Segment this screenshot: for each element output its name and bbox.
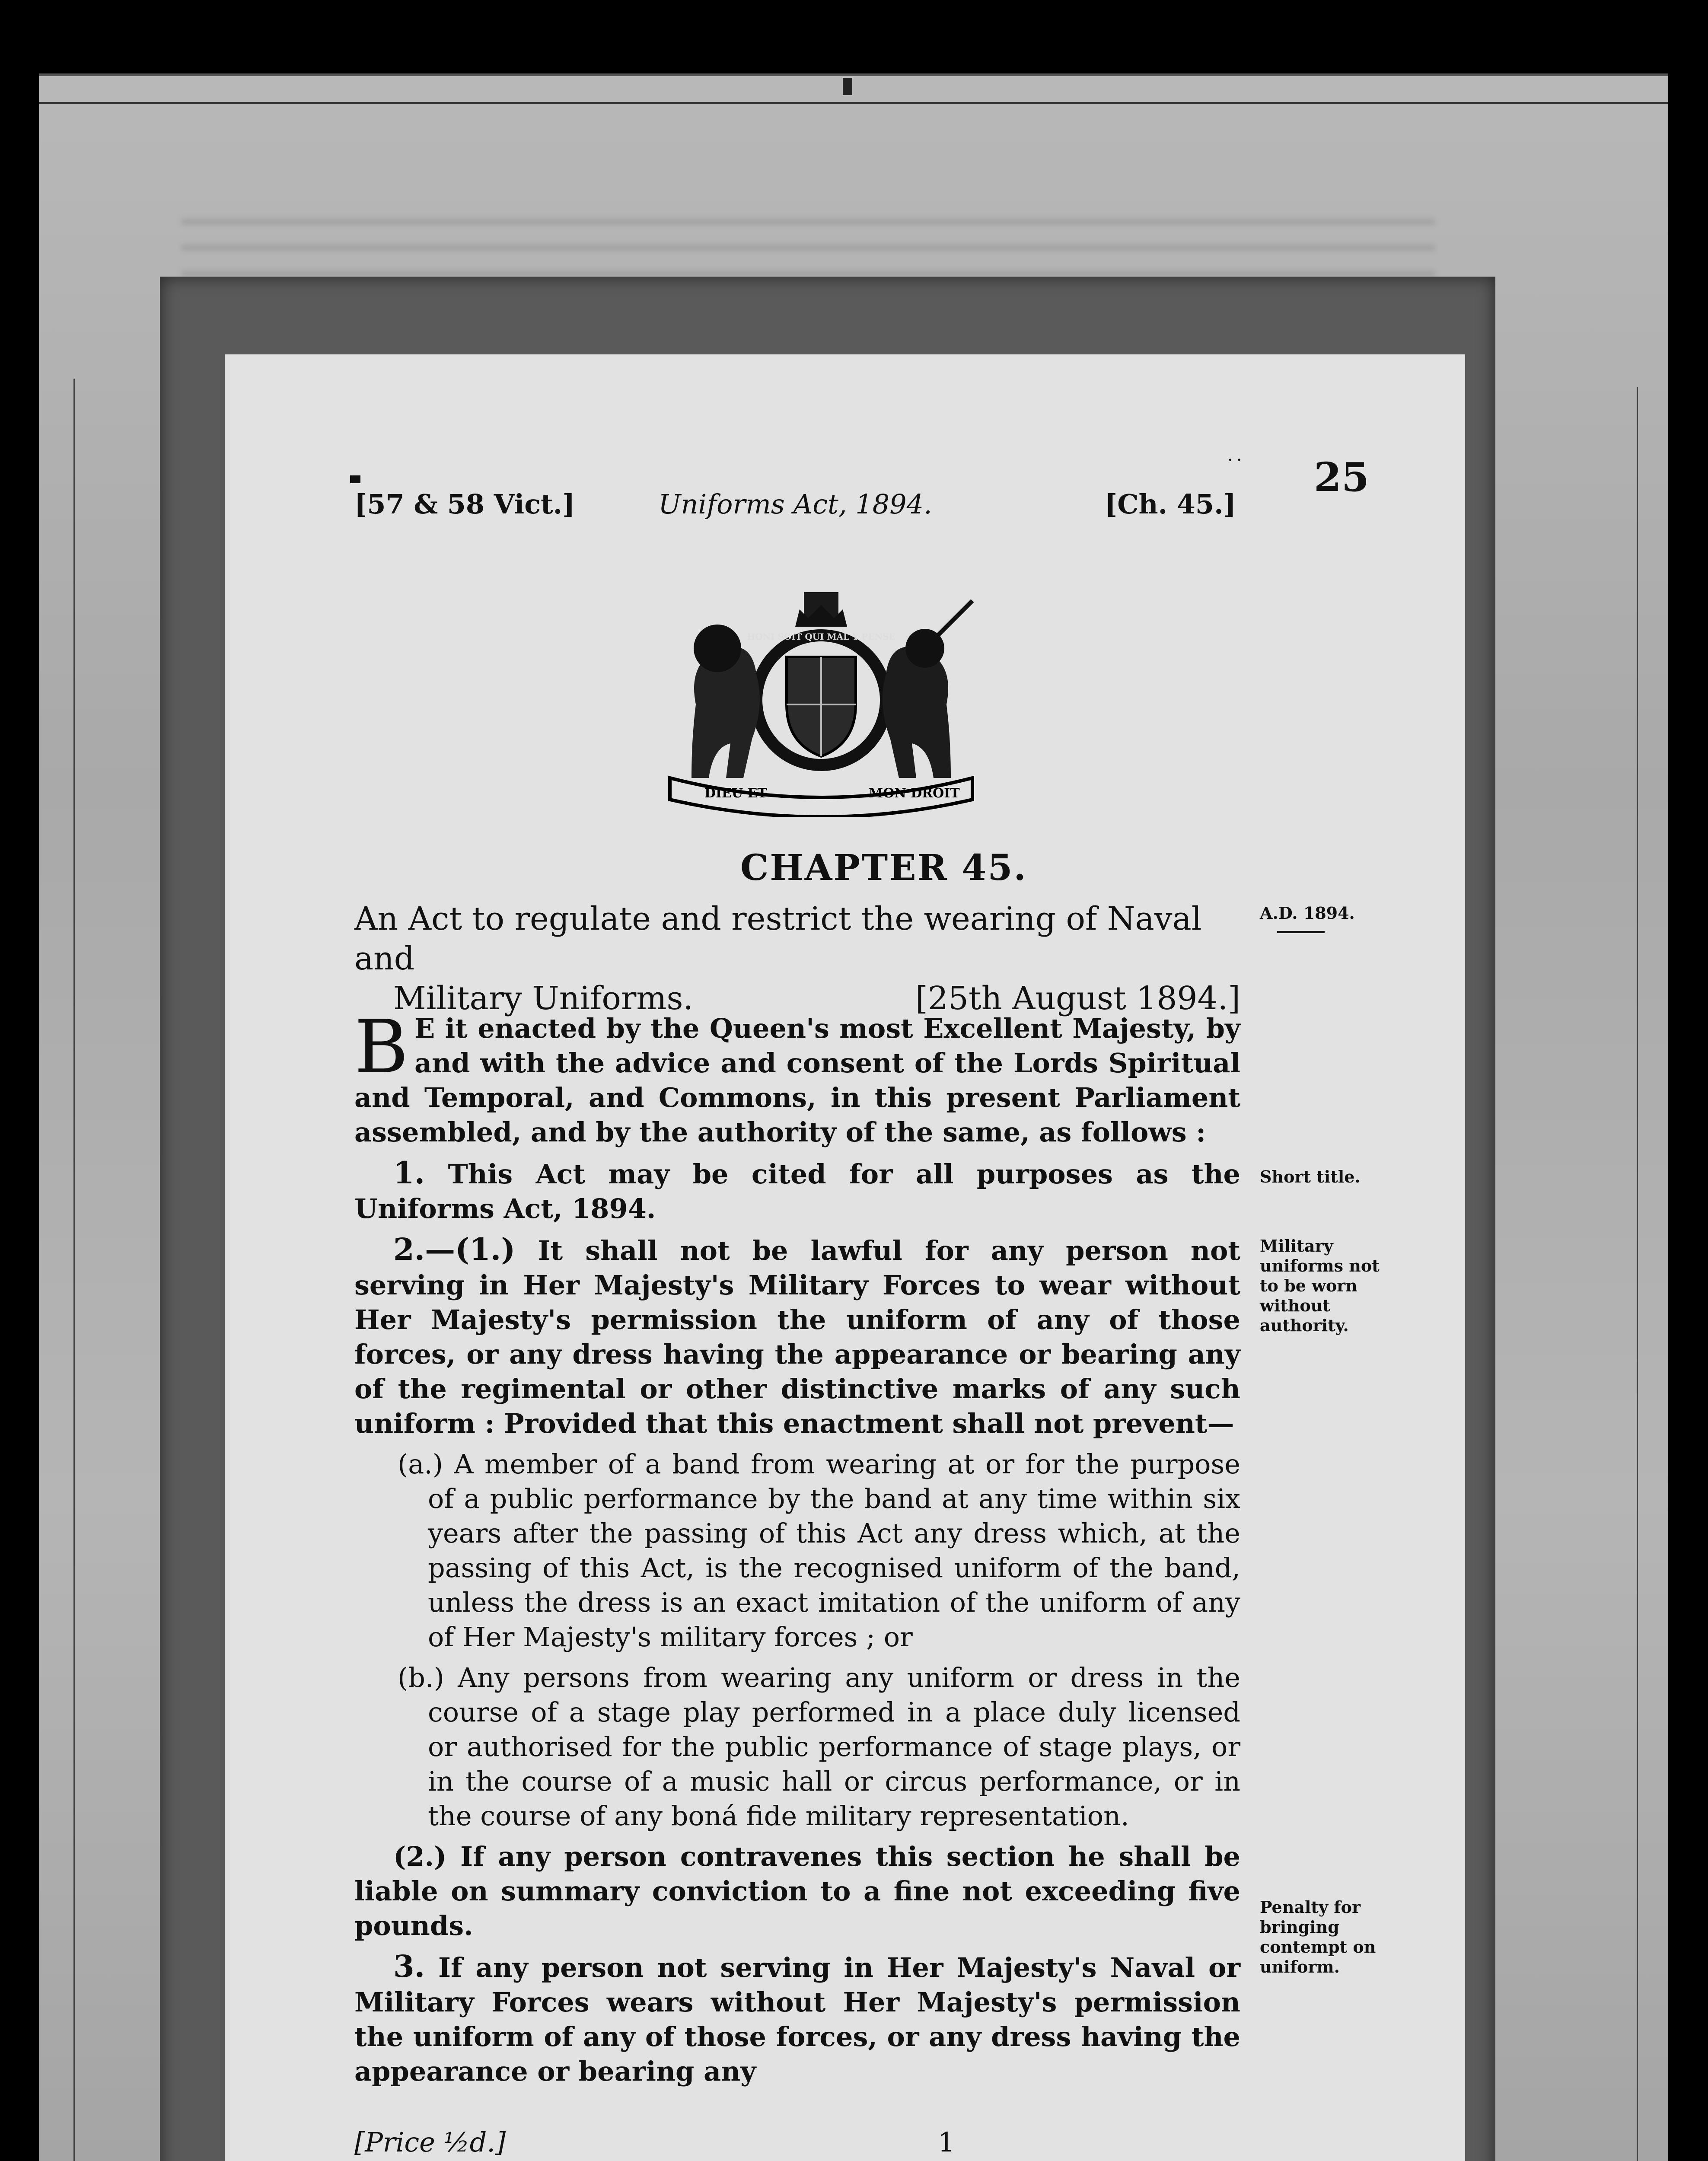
document-page: [225, 354, 1465, 2161]
section-2: [354, 1232, 1240, 1441]
section-1-text: This Act may be cited for all purposes as the Uniforms Act, 1894.: [354, 1158, 1240, 1224]
crest-motto-right: MON DROIT: [869, 786, 960, 801]
section-1-number: 1.: [393, 1155, 425, 1191]
header-chapter: [Ch. 45.]: [1104, 488, 1236, 520]
running-header: [354, 488, 1236, 527]
page-dots: ..: [1227, 445, 1246, 465]
royal-coat-of-arms-icon: [644, 575, 998, 817]
page-footer: [354, 2126, 1240, 2158]
film-mark: [843, 78, 852, 95]
margin-note-short-title: Short title.: [1260, 1167, 1361, 1186]
assent-date: [25th August 1894.]: [915, 980, 1240, 1017]
film-top-rule: [39, 102, 1668, 104]
enacting-text: E it enacted by the Queen's most Excellent Majesty, by and with the advice and consent of the Lords Spiritual and Temporal, and Commons, in this present Parliament assembled, and by the authority of the same, as follows :: [354, 1013, 1240, 1148]
drop-cap: B: [354, 1004, 408, 1090]
margin-note-penalty: Penalty for bringing contempt on uniform.: [1260, 1897, 1376, 1976]
section-2-2-text: If any person contravenes this section he shall be liable on summary conviction to a fine not exceeding five pounds.: [354, 1841, 1241, 1941]
header-act-title: Uniforms Act, 1894.: [658, 488, 932, 520]
section-2-2: [354, 1839, 1240, 1943]
section-1: [354, 1156, 1240, 1226]
crest-motto-left: DIEU ET: [704, 786, 767, 801]
section-2-a: [385, 1447, 1240, 1654]
section-2-a-label: (a.): [398, 1448, 443, 1480]
margin-note-ad: [1260, 903, 1355, 933]
crest-garter-motto: HONI SOIT QUI MAL Y PENSE: [747, 631, 895, 642]
margin-note-military: Military uniforms not to be worn without authority.: [1260, 1236, 1380, 1335]
sheet-number: 1: [938, 2126, 955, 2158]
long-title-line2-text: Military Uniforms.: [393, 980, 694, 1017]
section-2-b-text: Any persons from wearing any uniform or dress in the course of a stage play performed in a place duly licensed or authorised for the public performance of stage plays, or in the course of a music hall or circus performance, or in the course of any boná fide military representation.: [428, 1662, 1240, 1832]
page-corner-mark: [350, 475, 360, 483]
chapter-heading: CHAPTER 45.: [740, 847, 1027, 889]
act-body: [354, 1004, 1241, 2095]
section-3-number: 3.: [393, 1948, 425, 1984]
header-regnal-year: [57 & 58 Vict.]: [354, 488, 575, 520]
section-2-a-text: A member of a band from wearing at or for the purpose of a public performance by the band at any time within six years after the passing of this Act any dress which, at the passing of this Act, is the recognised uniform of the band, unless the dress is an exact imitation of the uniform of any of Her Majesty's military forces ; or: [428, 1448, 1241, 1653]
margin-dash: [1277, 931, 1325, 933]
film-right-rule: [1637, 387, 1638, 2161]
long-title-line1: An Act to regulate and restrict the wearing of Naval and: [354, 900, 1202, 977]
long-title: [354, 899, 1240, 1018]
section-2-text: It shall not be lawful for any person not serving in Her Majesty's Military Forces to wear without Her Majesty's permission the uniform of any of those forces, or any dress having the appearance or bearing any of the regimental or other distinctive marks of any such uniform : Provided that this enactment shall not prevent—: [354, 1235, 1240, 1439]
section-2-number: 2.—(1.): [393, 1231, 516, 1267]
section-2-2-number: (2.): [393, 1841, 447, 1872]
section-3: [354, 1949, 1240, 2089]
enacting-clause: [354, 1004, 1240, 1150]
margin-note-ad-text: A.D. 1894.: [1260, 903, 1355, 923]
section-2-b-label: (b.): [398, 1662, 444, 1693]
section-3-text: If any person not serving in Her Majesty's Naval or Military Forces wears without Her Majesty's permission the uniform of any of those forces, or any dress having the appearance or bearing any: [354, 1952, 1240, 2087]
page-number: 25: [1314, 454, 1370, 500]
section-2-b: [385, 1661, 1240, 1833]
film-left-rule: [73, 379, 75, 2161]
price-note: [Price ½d.]: [354, 2126, 506, 2158]
